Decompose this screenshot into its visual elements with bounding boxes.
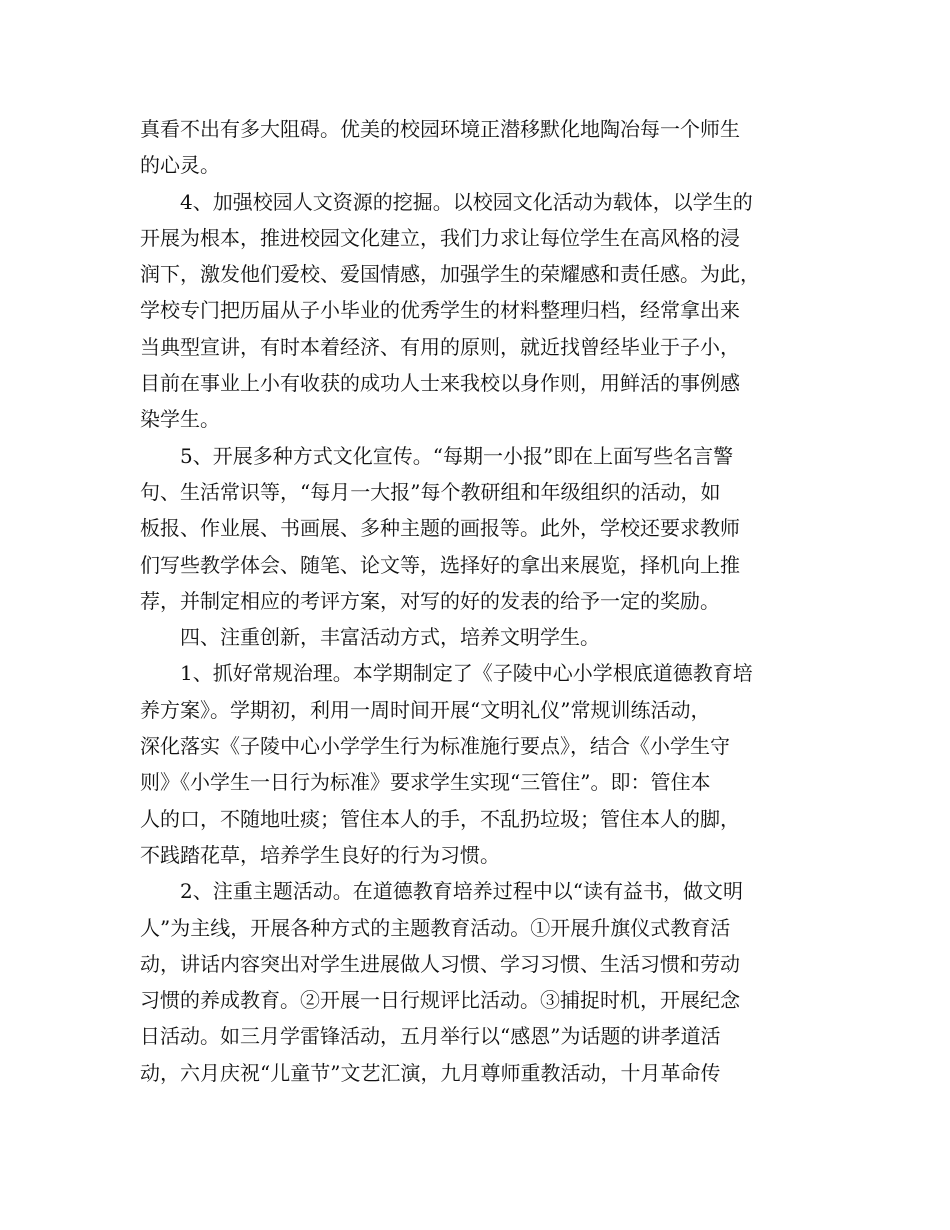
- text-line: 1、抓好常规治理。本学期制定了《子陵中心小学根底道德教育培: [180, 661, 753, 686]
- text-line: 开展为根本，推进校园文化建立，我们力求让每位学生在高风格的浸: [140, 225, 740, 250]
- text-line: 养方案》。学期初，利用一周时间开展“文明礼仪”常规训练活动，: [140, 697, 711, 722]
- body-text: [140, 111, 830, 1091]
- text-line: 真看不出有多大阻碍。优美的校园环境正潜移默化地陶冶每一个师生: [140, 117, 740, 141]
- text-line: 句、生活常识等，“每月一大报”每个教研组和年级组织的活动，如: [140, 479, 721, 504]
- text-line: 人”为主线，开展各种方式的主题教育活动。①开展升旗仪式教育活: [140, 915, 731, 940]
- text-line: 5、开展多种方式文化宣传。“每期一小报”即在上面写些名言警: [180, 443, 734, 468]
- text-line: 当典型宣讲，有时本着经济、有用的原则，就近找曾经毕业于子小，: [140, 334, 740, 359]
- text-line: 2、注重主题活动。在道德教育培养过程中以“读有益书，做文明: [180, 879, 743, 904]
- text-line: 动，讲话内容突出对学生进展做人习惯、学习习惯、生活习惯和劳动: [140, 951, 740, 976]
- text-line: 学校专门把历届从子小毕业的优秀学生的材料整理归档，经常拿出来: [140, 298, 740, 323]
- text-line: 板报、作业展、书画展、多种主题的画报等。此外，学校还要求教师: [140, 516, 740, 541]
- text-line: 深化落实《子陵中心小学学生行为标准施行要点》，结合《小学生守: [140, 734, 730, 759]
- text-line: 不践踏花草，培养学生良好的行为习惯。: [140, 842, 500, 867]
- text-line: 人的口，不随地吐痰；管住本人的手，不乱扔垃圾；管住本人的脚，: [140, 806, 740, 831]
- text-line: 动，六月庆祝“儿童节”文艺汇演，九月尊师重教活动，十月革命传: [140, 1060, 721, 1085]
- text-line: 四、注重创新，丰富活动方式，培养文明学生。: [180, 625, 600, 650]
- text-line: 日活动。如三月学雷锋活动，五月举行以“感恩”为话题的讲孝道活: [140, 1024, 721, 1049]
- text-line: 染学生。: [140, 407, 220, 432]
- text-line: 荐，并制定相应的考评方案，对写的好的发表的给予一定的奖励。: [140, 588, 720, 613]
- text-line: 习惯的养成教育。②开展一日行规评比活动。③捕捉时机，开展纪念: [140, 988, 740, 1013]
- text-line: 润下，激发他们爱校、爱国情感，加强学生的荣耀感和责任感。为此，: [140, 262, 760, 287]
- text-line: 们写些教学体会、随笔、论文等，选择好的拿出来展览，择机向上推: [140, 552, 740, 577]
- text-line: 4、加强校园人文资源的挖掘。以校园文化活动为载体，以学生的: [180, 189, 753, 214]
- text-line: 则》《小学生一日行为标准》要求学生实现“三管住”。即：管住本: [140, 770, 711, 795]
- text-line: 的心灵。: [140, 153, 220, 178]
- text-line: 目前在事业上小有收获的成功人士来我校以身作则，用鲜活的事例感: [140, 371, 740, 396]
